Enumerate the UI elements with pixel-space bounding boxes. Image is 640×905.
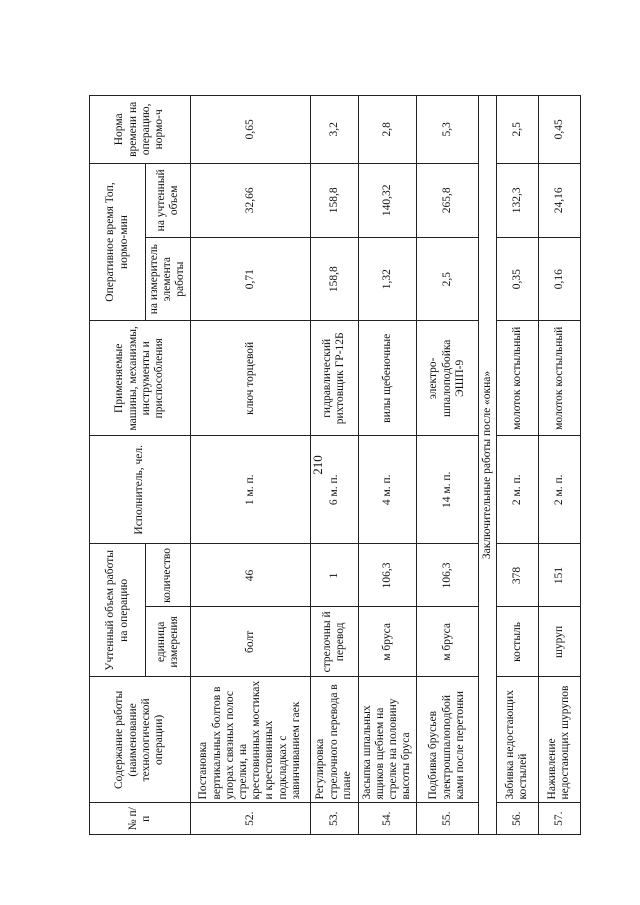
cell-qty: 46 (190, 544, 310, 607)
cell-per-volume: 140,32 (358, 163, 416, 237)
cell-machines: вилы щебеночные (358, 321, 416, 436)
header-num: № п/п (90, 803, 191, 835)
section-title: Заключительные работы после «окна» (478, 96, 496, 835)
cell-machines: молоток костыльный (496, 321, 538, 436)
header-performer: Исполнитель, чел. (90, 436, 191, 544)
table-row (538, 96, 580, 835)
header-per-meter: на измеритель элемента работы (146, 238, 191, 321)
cell-num: 54. (358, 803, 416, 835)
cell-unit: м бруса (416, 607, 478, 677)
cell-per-meter: 0,71 (190, 238, 310, 321)
cell-content: Регулировка стрелочного перевода в плане (310, 677, 358, 803)
cell-per-meter: 158,8 (310, 238, 358, 321)
section-row (478, 96, 496, 835)
cell-performer: 4 м. п. (358, 436, 416, 544)
cell-content: Забивка недостающих костылей (496, 677, 538, 803)
cell-num: 53. (310, 803, 358, 835)
cell-machines: молоток костыльный (538, 321, 580, 436)
table-row (190, 96, 310, 835)
cell-content: Наживление недостающих шурупов (538, 677, 580, 803)
header-norm: Норма времени на операцию, нормо-ч (90, 96, 191, 164)
cell-machines: ключ торцевой (190, 321, 310, 436)
cell-qty: 106,3 (358, 544, 416, 607)
cell-performer: 6 м. п. (310, 436, 358, 544)
cell-qty: 378 (496, 544, 538, 607)
cell-num: 57. (538, 803, 580, 835)
table-row (416, 96, 478, 835)
cell-qty: 151 (538, 544, 580, 607)
cell-content: Постановка вертикальных болтов в упорах связных полос стрелки, на крестовинных мостиках и крестовинных подкладках с завинчиванием гаек (190, 677, 310, 803)
header-machines: Применяемые машины, механизмы, инструменты и приспособления (90, 321, 191, 436)
header-optime: Оперативное время Топ, нормо-мин (90, 163, 146, 321)
cell-content: Подбивка брусьев электрошпалоподбой ками после перетонки (416, 677, 478, 803)
cell-machines: электро-шпалоподбойка ЭШП-9 (416, 321, 478, 436)
cell-num: 55. (416, 803, 478, 835)
norms-table (89, 95, 581, 835)
header-per-volume: на учтенный объем (146, 163, 191, 237)
cell-qty: 1 (310, 544, 358, 607)
page-number: 210 (310, 455, 325, 475)
cell-num: 56. (496, 803, 538, 835)
cell-norm: 5,3 (416, 96, 478, 164)
cell-performer: 2 м. п. (538, 436, 580, 544)
cell-unit: м бруса (358, 607, 416, 677)
cell-norm: 0,45 (538, 96, 580, 164)
cell-performer: 1 м. п. (190, 436, 310, 544)
cell-norm: 0,65 (190, 96, 310, 164)
cell-per-meter: 2,5 (416, 238, 478, 321)
cell-machines: гидравлический рихтовщик ГР-12Б (310, 321, 358, 436)
cell-unit: стрелочны й перевод (310, 607, 358, 677)
cell-norm: 2,5 (496, 96, 538, 164)
cell-per-volume: 132,3 (496, 163, 538, 237)
cell-norm: 2,8 (358, 96, 416, 164)
cell-norm: 3,2 (310, 96, 358, 164)
cell-performer: 2 м. п. (496, 436, 538, 544)
cell-unit: костыль (496, 607, 538, 677)
table-row (310, 96, 358, 835)
cell-unit: шуруп (538, 607, 580, 677)
table-container (89, 95, 572, 835)
header-unit: единица измерения (146, 607, 191, 677)
header-content: Содержание работы (наименование технологической операции) (90, 677, 191, 803)
cell-unit: болт (190, 607, 310, 677)
cell-content: Засыпка шпальных ящиков щебнем на стрелке на половину высоты бруса (358, 677, 416, 803)
cell-per-meter: 1,32 (358, 238, 416, 321)
table-row (496, 96, 538, 835)
header-qty: количество (146, 544, 191, 607)
table-row (358, 96, 416, 835)
cell-per-volume: 24,16 (538, 163, 580, 237)
cell-performer: 14 м. п. (416, 436, 478, 544)
cell-num: 52. (190, 803, 310, 835)
header-volume: Учтенный объем работы на операцию (90, 544, 146, 677)
cell-per-meter: 0,35 (496, 238, 538, 321)
cell-per-volume: 32,66 (190, 163, 310, 237)
cell-per-volume: 265,8 (416, 163, 478, 237)
cell-per-meter: 0,16 (538, 238, 580, 321)
cell-qty: 106,3 (416, 544, 478, 607)
cell-per-volume: 158,8 (310, 163, 358, 237)
